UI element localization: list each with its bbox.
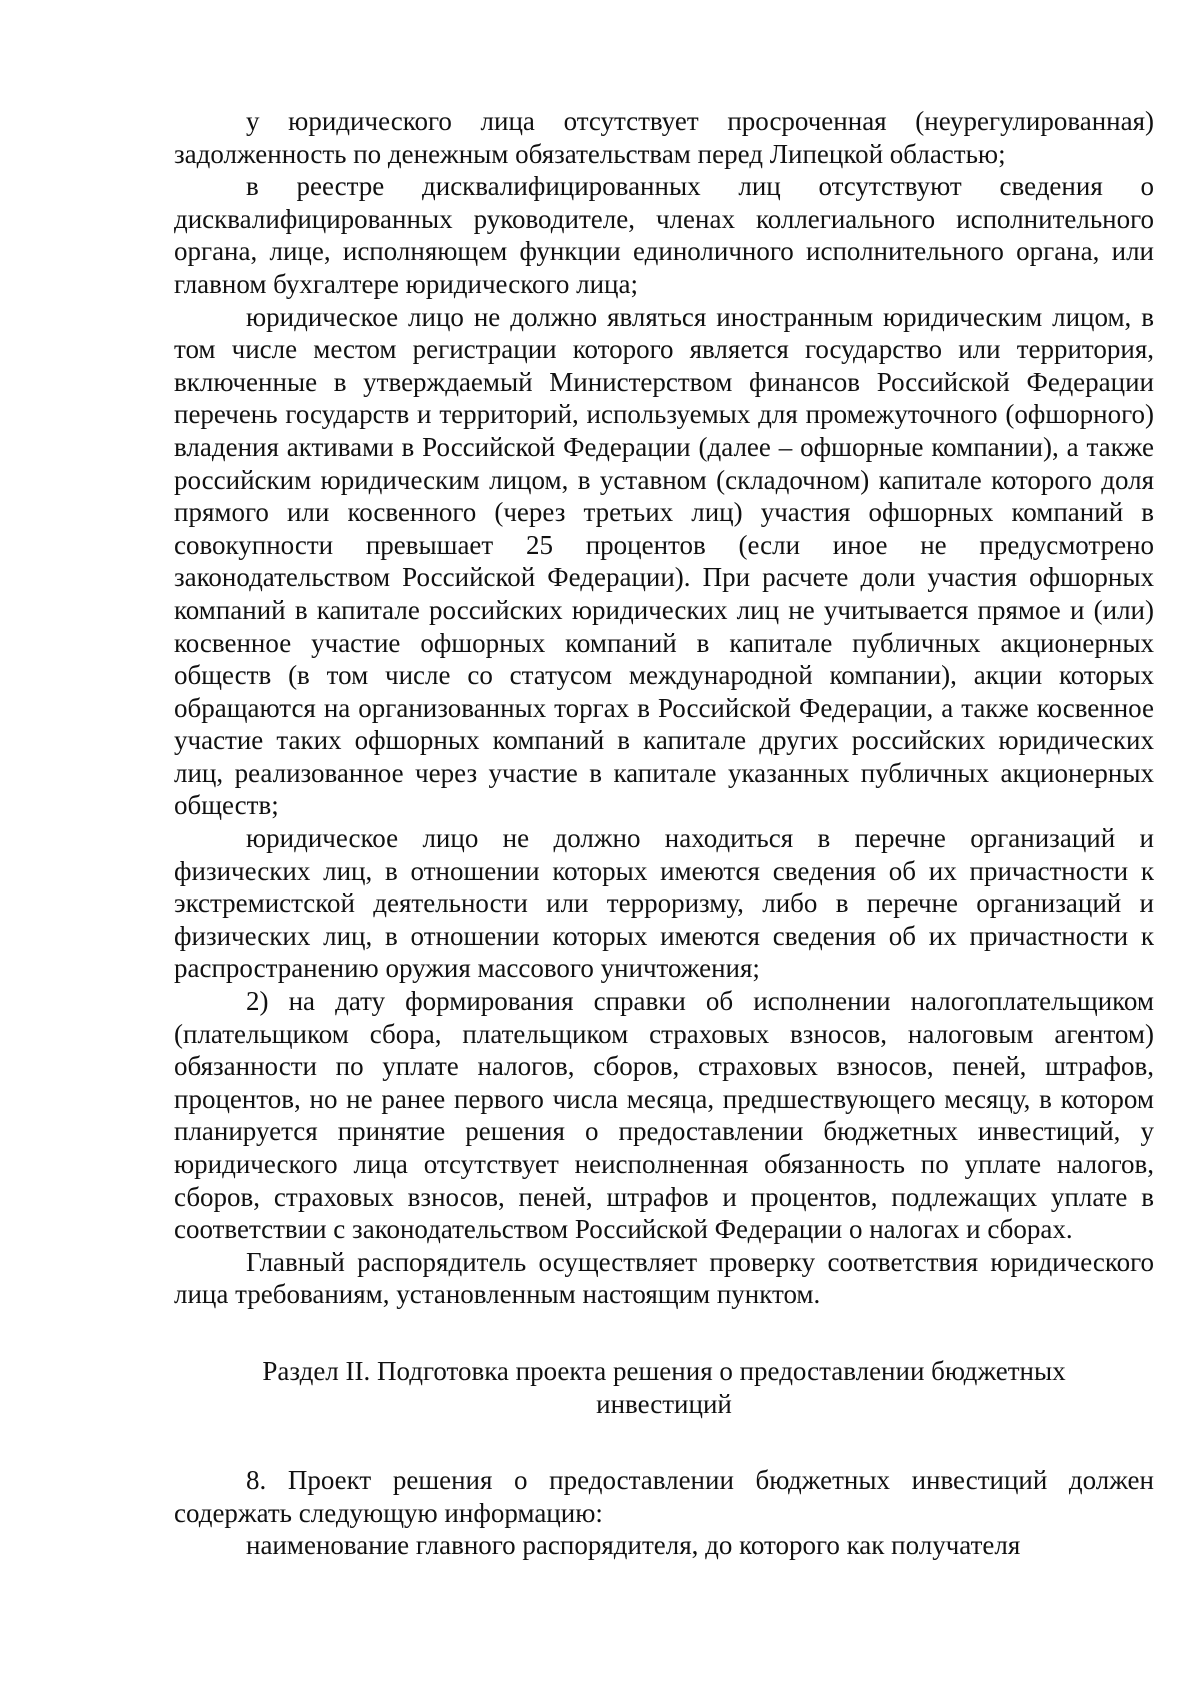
paragraph-compliance-check: Главный распорядитель осуществляет проверку соответствия юридического лица требованиям, установленным настоящим пунктом. bbox=[174, 1246, 1154, 1310]
paragraph-no-overdue-debt: у юридического лица отсутствует просроченная (неурегулированная) задолженность по денежным обязательствам перед Липецкой областью; bbox=[174, 106, 1154, 169]
paragraph-distributor-name: наименование главного распорядителя, до которого как получателя bbox=[246, 1530, 1021, 1561]
paragraph-offshore-companies: юридическое лицо не должно являться иностранным юридическим лицом, в том числе местом регистрации которого является государство или территория, включенные в утверждаемый Министерством финансов Российской Федерации перечень государств и территорий, используемых для промежуточного (офшорного) владения активами в Российской Федерации (далее – офшорные компании), а также российским юридическим лицом, в уставном (складочном) капитале которого доля прямого или косвенного (через третьих лиц) участия офшорных компаний в совокупности превышает 25 процентов (если иное не предусмотрено законодательством Российской Федерации). При расчете доли участия офшорных компаний в капитале российских юридических лиц не учитывается прямое и (или) косвенное участие офшорных компаний в капитале публичных акционерных обществ (в том числе со статусом международной компании), акции которых обращаются на организованных торгах в Российской Федерации, а также косвенное участие таких офшорных компаний в капитале других российских юридических лиц, реализованное через участие в капитале указанных публичных акционерных обществ; bbox=[174, 301, 1154, 821]
section-heading: Раздел II. Подготовка проекта решения о предоставлении бюджетных инвестиций bbox=[262, 1355, 1066, 1419]
paragraph-disqualified-persons: в реестре дисквалифицированных лиц отсутствуют сведения о дисквалифицированных руководителе, членах коллегиального исполнительного органа, лице, исполняющем функции единоличного исполнительного органа, или главном бухгалтере юридического лица; bbox=[174, 171, 1154, 299]
paragraph-extremism-list: юридическое лицо не должно находиться в перечне организаций и физических лиц, в отношении которых имеются сведения об их причастности к экстремистской деятельности или терроризму, либо в перечне организаций и физических лиц, в отношении которых имеются сведения об их причастности к распространению оружия массового уничтожения; bbox=[174, 823, 1154, 984]
document-page bbox=[174, 105, 1154, 1562]
paragraph-item-8: 8. Проект решения о предоставлении бюджетных инвестиций должен содержать следующую информацию: bbox=[174, 1465, 1154, 1528]
paragraph-tax-obligations: 2) на дату формирования справки об исполнении налогоплательщиком (плательщиком сбора, плательщиком страховых взносов, налоговым агентом) обязанности по уплате налогов, сборов, страховых взносов, пеней, штрафов, процентов, но не ранее первого числа месяца, предшествующего месяцу, в котором планируется принятие решения о предоставлении бюджетных инвестиций, у юридического лица отсутствует неисполненная обязанность по уплате налогов, сборов, страховых взносов, пеней, штрафов и процентов, подлежащих уплате в соответствии с законодательством Российской Федерации о налогах и сборах. bbox=[174, 986, 1154, 1245]
